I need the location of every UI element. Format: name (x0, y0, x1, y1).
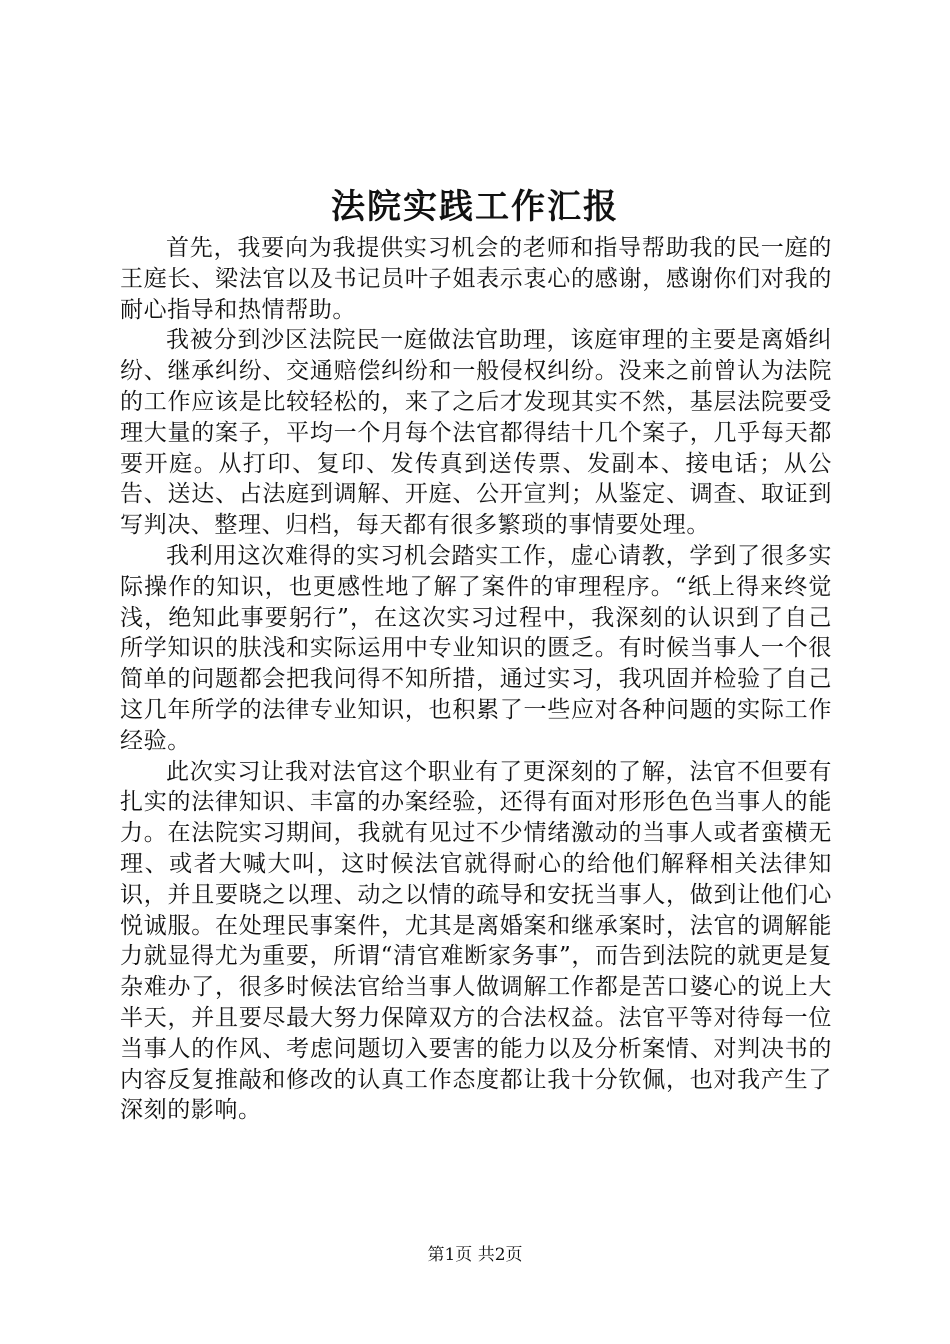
paragraph: 我利用这次难得的实习机会踏实工作，虚心请教，学到了很多实际操作的知识，也更感性地了解了案件的审理程序。“纸上得来终觉浅，绝知此事要躬行”，在这次实习过程中，我深刻的认识到了自己所学知识的肤浅和实际运用中专业知识的匮乏。有时候当事人一个很简单的问题都会把我问得不知所措，通过实习，我巩固并检验了自己这几年所学的法律专业知识，也积累了一些应对各种问题的实际工作经验。 (120, 542, 832, 754)
document-body (120, 233, 832, 1126)
document-title: 法院实践工作汇报 (331, 187, 619, 227)
paragraph: 首先，我要向为我提供实习机会的老师和指导帮助我的民一庭的王庭长、梁法官以及书记员叶子姐表示衷心的感谢，感谢你们对我的耐心指导和热情帮助。 (120, 235, 832, 323)
paragraph: 此次实习让我对法官这个职业有了更深刻的了解，法官不但要有扎实的法律知识、丰富的办案经验，还得有面对形形色色当事人的能力。在法院实习期间，我就有见过不少情绪激动的当事人或者蛮横无理、或者大喊大叫，这时候法官就得耐心的给他们解释相关法律知识，并且要晓之以理、动之以情的疏导和安抚当事人，做到让他们心悦诚服。在处理民事案件，尤其是离婚案和继承案时，法官的调解能力就显得尤为重要，所谓“清官难断家务事”，而告到法院的就更是复杂难办了，很多时候法官给当事人做调解工作都是苦口婆心的说上大半天，并且要尽最大努力保障双方的合法权益。法官平等对待每一位当事人的作风、考虑问题切入要害的能力以及分析案情、对判决书的内容反复推敲和修改的认真工作态度都让我十分钦佩，也对我产生了深刻的影响。 (120, 758, 832, 1124)
paragraph: 我被分到沙区法院民一庭做法官助理，该庭审理的主要是离婚纠纷、继承纠纷、交通赔偿纠纷和一般侵权纠纷。没来之前曾认为法院的工作应该是比较轻松的，来了之后才发现其实不然，基层法院要受理大量的案子，平均一个月每个法官都得结十几个案子，几乎每天都要开庭。从打印、复印、发传真到送传票、发副本、接电话；从公告、送达、占法庭到调解、开庭、公开宣判；从鉴定、调查、取证到写判决、整理、归档，每天都有很多繁琐的事情要处理。 (120, 327, 832, 539)
page-number-footer: 第1页 共2页 (427, 1245, 523, 1265)
